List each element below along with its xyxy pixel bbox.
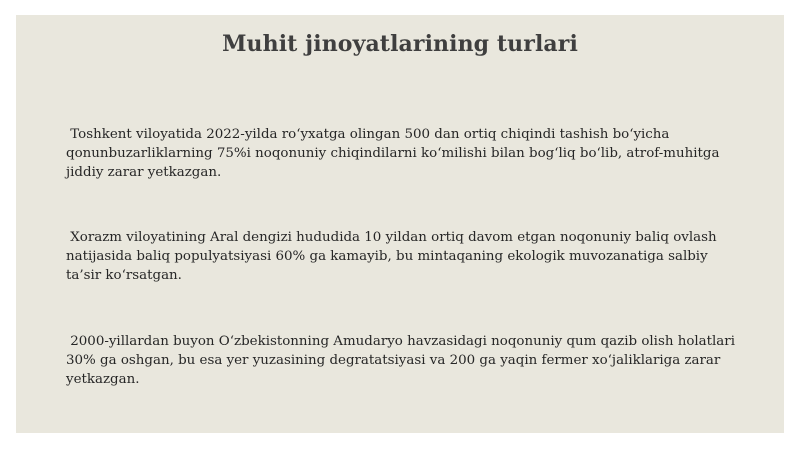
- slide-title: Muhit jinoyatlarining turlari: [222, 31, 578, 57]
- paragraph-tashkent: Toshkent viloyatida 2022-yilda ro‘yxatga olingan 500 dan ortiq chiqindi tashish bo‘yicha qonunbuzarliklarning 75%i noqonuniy chiqindilarni ko‘milishi bilan bog‘liq bo‘lib, atrof-muhitga jiddiy zarar yetkazgan.: [66, 127, 724, 180]
- paragraph-amudarya: 2000-yillardan buyon O‘zbekistonning Amudaryo havzasidagi noqonuniy qum qazib olish holatlari 30% ga oshgan, bu esa yer yuzasining degratatsiyasi va 200 ga yaqin fermer xo‘jaliklariga zarar yetkazgan.: [66, 334, 740, 387]
- slide: [16, 15, 784, 433]
- paragraph-khorezm: Xorazm viloyatining Aral dengizi hududida 10 yildan ortiq davom etgan noqonuniy baliq ovlash natijasida baliq populyatsiyasi 60% ga kamayib, bu mintaqaning ekologik muvozanatiga salbiy ta’sir ko‘rsatgan.: [66, 230, 721, 283]
